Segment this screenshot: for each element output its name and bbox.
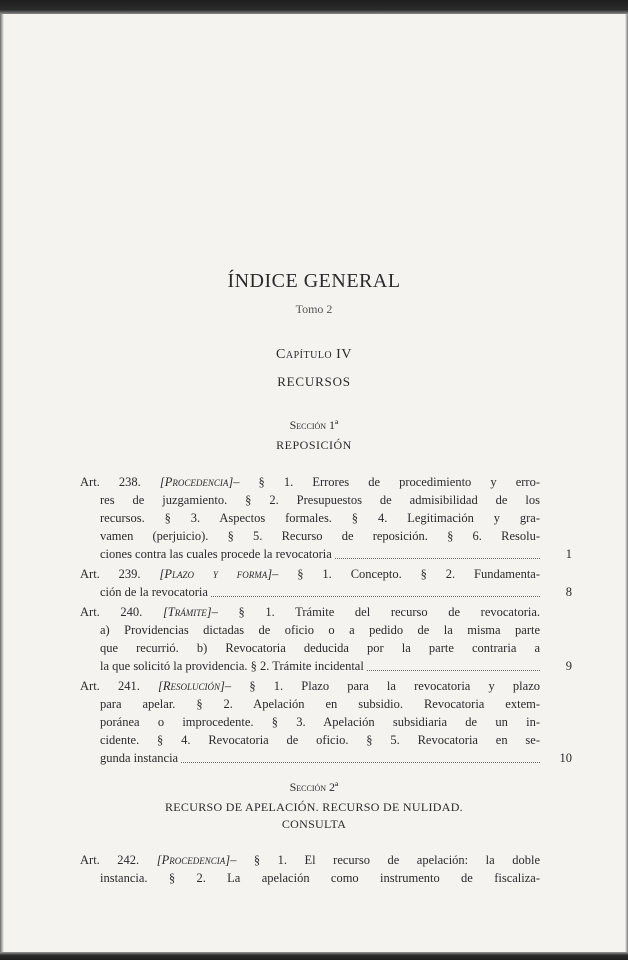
section-1-title: REPOSICIÓN [276,438,352,452]
page-number: 9 [565,659,572,673]
entry-line-leader: la que solicitó la providencia. § 2. Trámite incidental [80,657,540,675]
index-entry-art-242 [80,851,540,887]
entry-line: res de juzgamiento. § 2. Presupuestos de admisibilidad de los [100,493,540,507]
entry-line: que recurrió. b) Revocatoria deducida por la parte contraria a [100,641,540,655]
volume-label: Tomo 2 [295,302,333,316]
index-entry-art-241 [80,677,540,767]
index-title: ÍNDICE GENERAL [227,270,401,292]
scan-edge-bottom [0,952,628,960]
article-number: Art. 242. [80,853,140,867]
section-2-title: RECURSO DE APELACIÓN. RECURSO DE NULIDAD. [165,800,463,814]
article-heading: [Procedencia] [159,475,234,489]
entry-line: recursos. § 3. Aspectos formales. § 4. Legitimación y gra- [100,511,540,525]
entry-line: cidente. § 4. Revocatoria de oficio. § 5. Revocatoria en se- [100,733,540,747]
entry-line: Art. 238. [Procedencia]– § 1. Errores de procedimiento y erro- [80,475,540,489]
article-number: Art. 240. [80,605,143,619]
page-number: 1 [565,547,572,561]
section-2-label: Sección 2ª [289,780,339,794]
entry-line: Art. 242. [Procedencia]– § 1. El recurso de apelación: la doble [80,853,540,867]
chapter-title: RECURSOS [277,374,351,389]
index-entry-art-238 [80,473,540,563]
entry-line: instancia. § 2. La apelación como instrumento de fiscaliza- [100,871,540,885]
entry-line: Art. 239. [Plazo y forma]– § 1. Concepto. § 2. Fundamenta- [80,567,540,581]
entry-line-leader: ción de la revocatoria [80,583,540,601]
article-heading: [Trámite] [162,605,212,619]
article-number: Art. 241. [80,679,140,693]
entry-line: a) Providencias dictadas de oficio o a pedido de la misma parte [100,623,540,637]
entry-line-leader: ciones contra las cuales procede la revocatoria [80,545,540,563]
entry-line-leader: gunda instancia [80,749,540,767]
index-entry-art-239 [80,565,540,601]
entry-line: vamen (perjuicio). § 5. Recurso de reposición. § 6. Resolu- [100,529,540,543]
page-number: 10 [559,751,572,765]
article-number: Art. 238. [80,475,141,489]
article-number: Art. 239. [80,567,141,581]
section-1-label: Sección 1ª [289,418,339,432]
article-heading: [Plazo y forma] [159,567,273,581]
article-heading: [Resolución] [158,679,225,693]
chapter-label: Capítulo IV [276,347,352,362]
entry-line: poránea o improcedente. § 3. Apelación subsidiaria de un in- [100,715,540,729]
section-2-title-cont: CONSULTA [281,817,347,831]
article-heading: [Procedencia] [156,853,231,867]
entry-line: Art. 240. [Trámite]– § 1. Trámite del recurso de revocatoria. [80,605,541,619]
index-entry-art-240 [80,603,540,675]
page-number: 8 [565,585,572,599]
entry-line: Art. 241. [Resolución]– § 1. Plazo para la revocatoria y plazo [80,679,541,693]
entry-line: para apelar. § 2. Apelación en subsidio. Revocatoria extem- [100,697,540,711]
scan-edge-top [0,0,628,14]
